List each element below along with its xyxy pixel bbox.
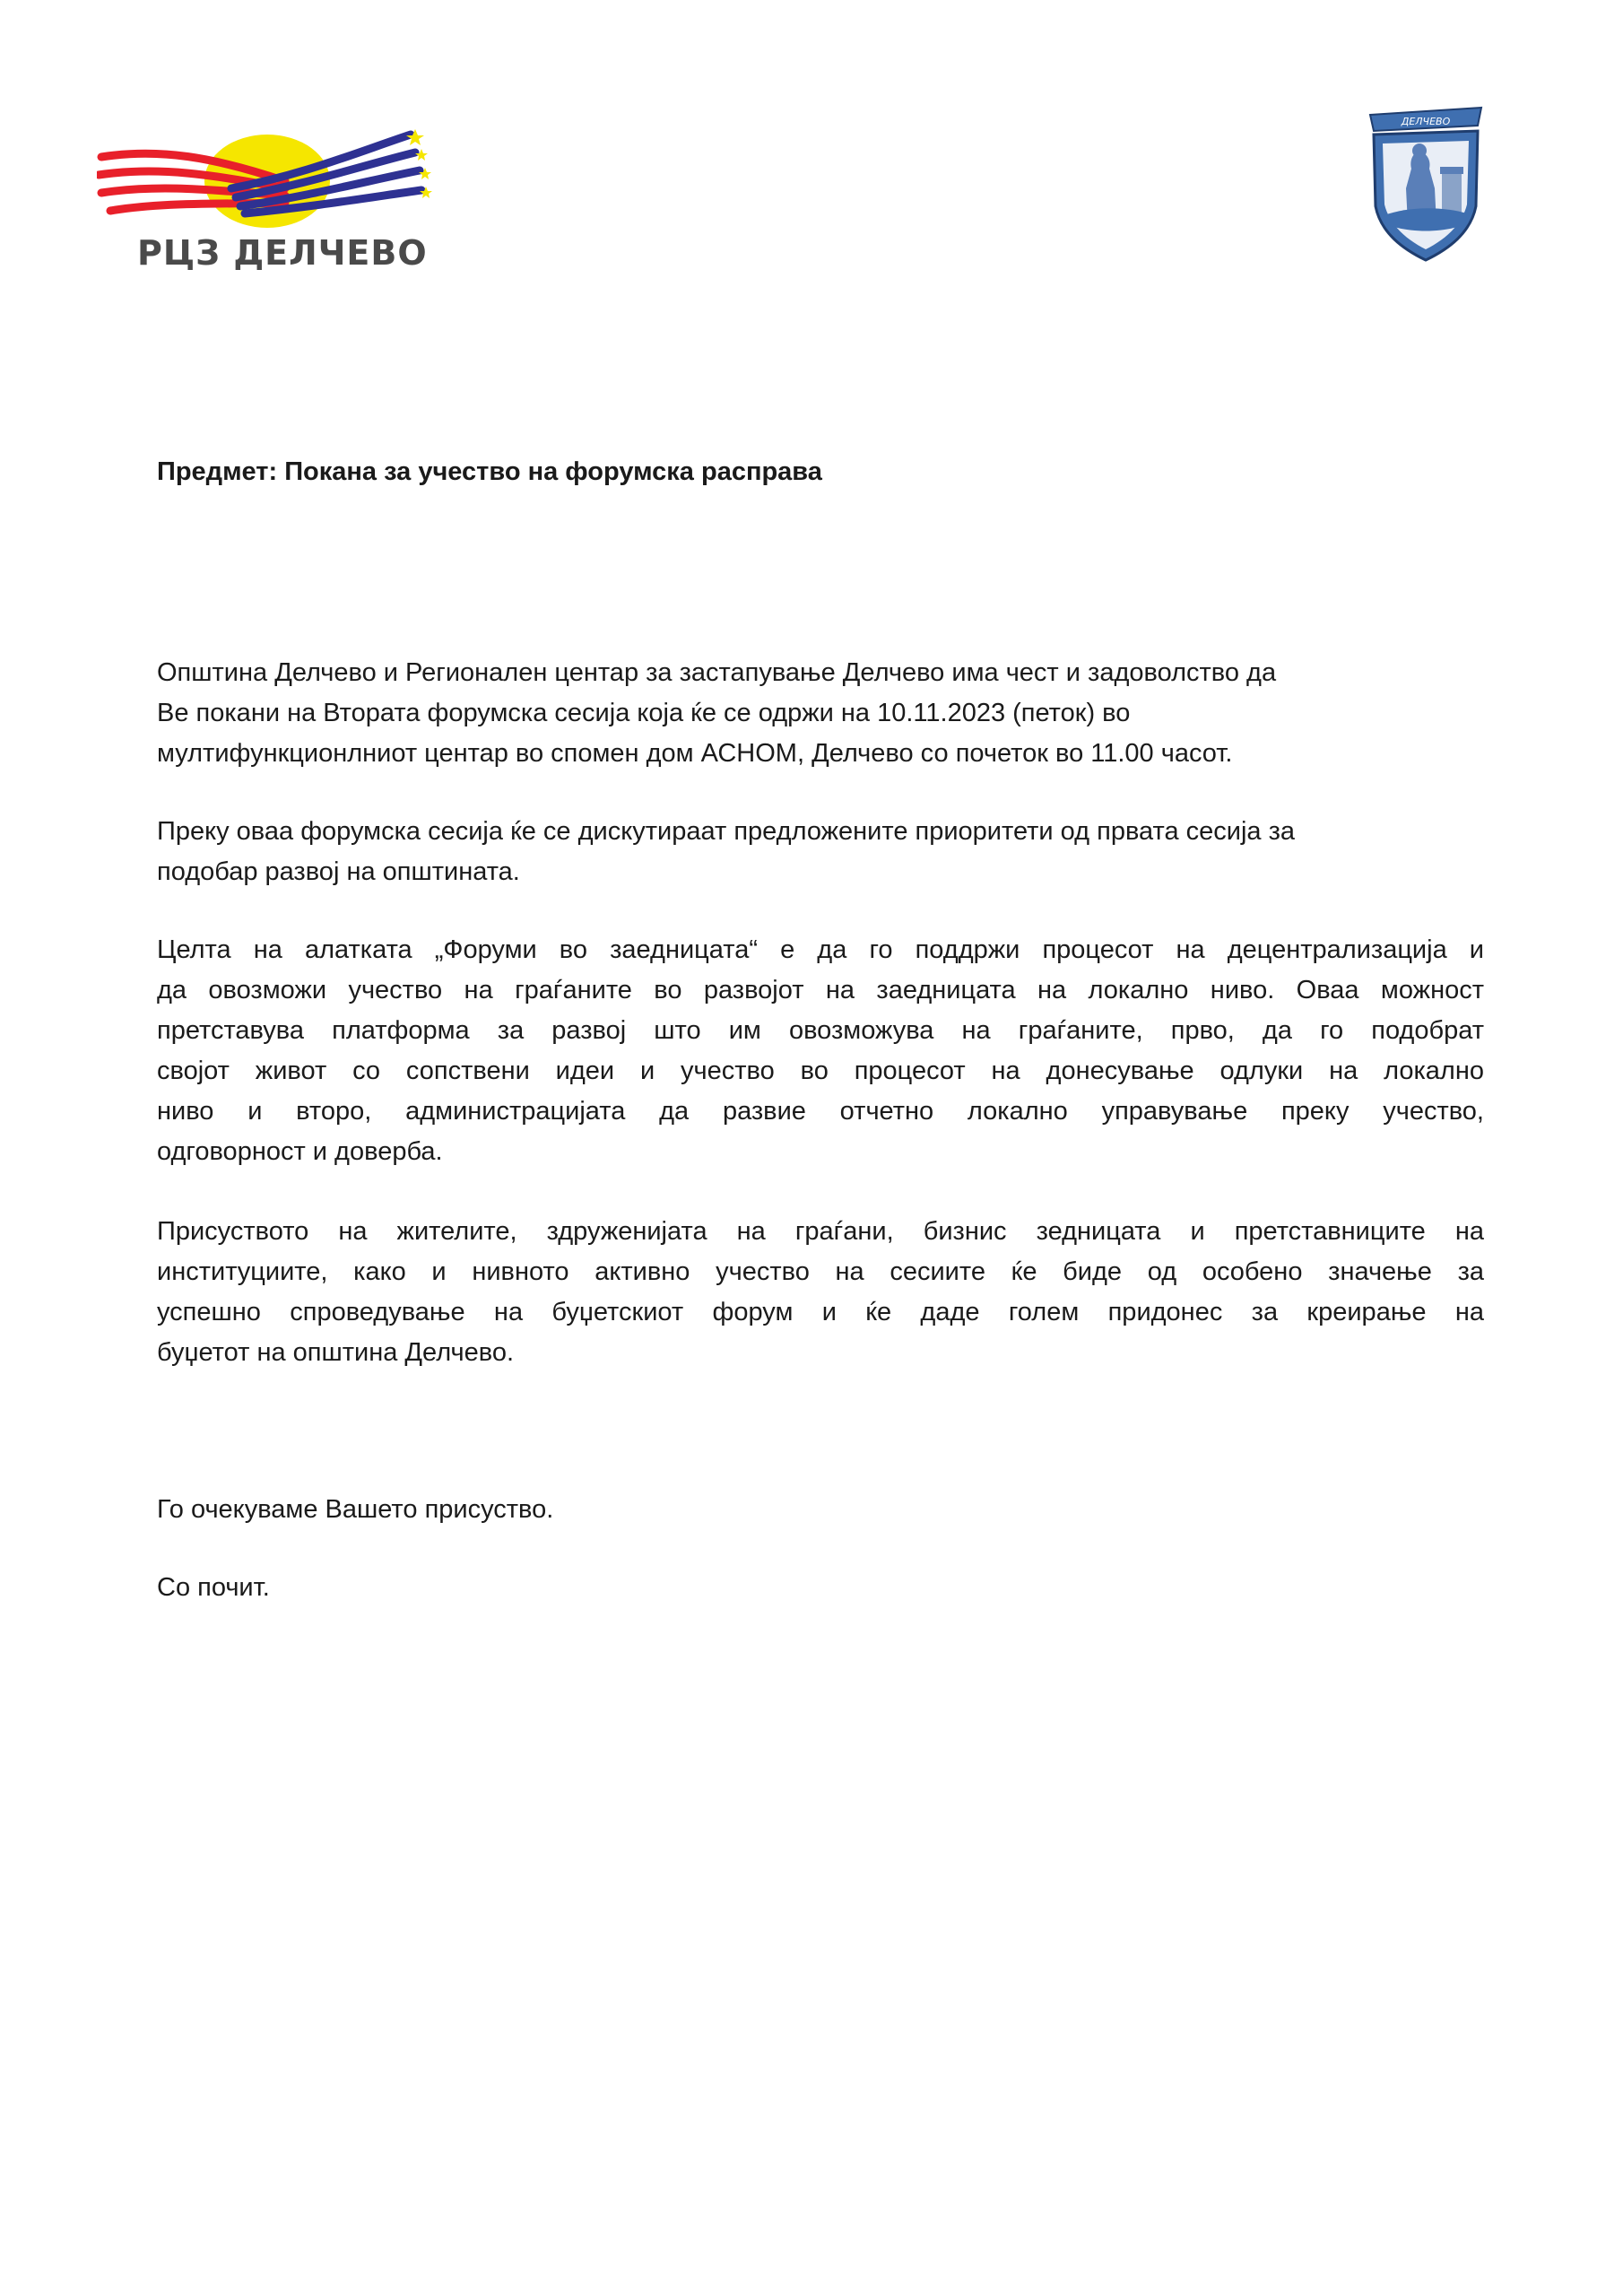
paragraph-3 (157, 930, 1484, 1172)
paragraph-line: буџетот на општина Делчево. (157, 1338, 515, 1367)
paragraph-line: да овозможи учество на граѓаните во развојот на заедницата на локално ниво. Оваа можност (157, 976, 1484, 1004)
coat-of-arms-icon (1363, 99, 1488, 265)
paragraph-line: Општина Делчево и Регионален центар за застапување Делчево има чест и задоволство да (157, 658, 1277, 687)
crest-banner-text: ДЕЛЧЕВО (1401, 116, 1451, 127)
paragraph-1 (157, 653, 1484, 774)
paragraph-line: Ве покани на Втората форумска сесија која ќе се одржи на 10.11.2023 (петок) во (157, 699, 1131, 727)
paragraph-line: Целта на алатката „Форуми во заедницата“ е да го поддржи процесот на децентрализација и (157, 935, 1484, 964)
rcz-swoosh-icon (97, 126, 438, 233)
paragraph-2 (157, 812, 1484, 892)
paragraph-line: ниво и второ, администрацијата да развие отчетно локално управување преку учество, (157, 1097, 1484, 1126)
paragraph-line: подобар развој на општината. (157, 857, 520, 886)
paragraph-line: одговорност и доверба. (157, 1137, 443, 1166)
closing-signoff: Со почит. (157, 1573, 270, 1602)
logo-left-text: РЦЗ ДЕЛЧЕВО (137, 233, 428, 273)
paragraph-4 (157, 1212, 1484, 1373)
closing-line: Го очекуваме Вашето присуство. (157, 1495, 554, 1524)
paragraph-line: успешно спроведување на буџетскиот форум и ќе даде голем придонес за креирање на (157, 1298, 1484, 1326)
rcz-delcevo-logo (97, 126, 438, 278)
paragraph-line: претставува платформа за развој што им овозможува на граѓаните, прво, да го подобрат (157, 1016, 1484, 1045)
letter-subject: Предмет: Покана за учество на форумска расправа (157, 457, 822, 486)
paragraph-line: Присуството на жителите, здруженијата на граѓани, бизнис зедницата и претставниците на (157, 1217, 1484, 1246)
paragraph-line: својот живот со сопствени идеи и учество во процесот на донесување одлуки на локално (157, 1057, 1484, 1085)
paragraph-line: Преку оваа форумска сесија ќе се дискутираат предложените приоритети од првата сесија за (157, 817, 1296, 846)
paragraph-line: институциите, како и нивното активно учество на сесиите ќе биде од особено значење за (157, 1257, 1484, 1286)
paragraph-line: мултифункционлниот центар во спомен дом АСНОМ, Делчево со почеток во 11.00 часот. (157, 739, 1233, 768)
